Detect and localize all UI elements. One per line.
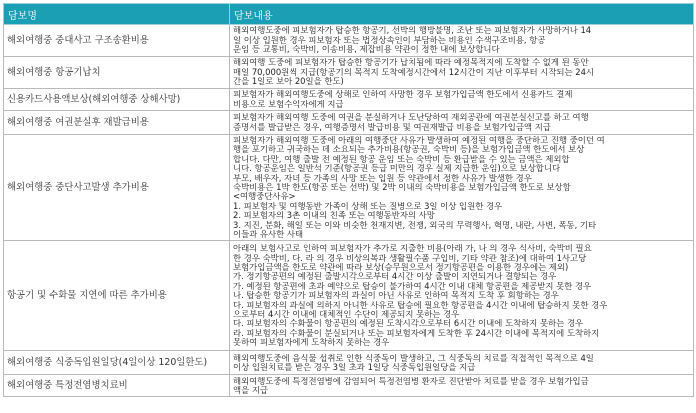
table-row (4, 135, 694, 241)
coverage-detail-line: 피보험자가 해외여행도중에 상해로 인하여 사망한 경우 보험가입금액 한도에서 신용카드 결제 (233, 90, 573, 100)
coverage-name-cell: 해외여행중 중단사고발생 추가비용 (4, 135, 230, 241)
coverage-detail-cell (230, 57, 694, 89)
coverage-table-container (3, 3, 693, 407)
table-header-row (4, 4, 694, 25)
coverage-detail-line: <여행중단사유> (233, 192, 296, 202)
table-row (4, 241, 694, 351)
coverage-detail-line: 피보험자가 해외여행 도중에 아래의 여행중단 사유가 발생하여 예정된 여행을 중단하고 진행 중이던 여 (233, 136, 605, 145)
coverage-detail-line: 해외여행도중에 특정전염병에 감염되어 특정전염병 환자로 진단받아 치료를 받을 경우 보험가입금 (233, 376, 589, 386)
coverage-detail-line: 간을 1일로 보아 20일을 한도) (233, 77, 344, 87)
coverage-name-cell: 해외여행중 여권분실후 재발급비용 (4, 111, 230, 135)
coverage-detail-line: 해외여행도중에 피보험자가 탑승한 항공기, 선박의 행방불명, 조난 또는 피보험자가 사망하거나 14 (233, 26, 592, 36)
table-row (4, 25, 694, 57)
coverage-detail-line: 이들과 유사한 사태 (233, 230, 304, 240)
coverage-detail-line: 매일 70,000원씩 지급(항공기의 목적지 도착예정시간에서 12시간이 지난 이후부터 시작되는 24시 (233, 67, 595, 77)
coverage-detail-cell (230, 135, 694, 241)
table-row (4, 351, 694, 375)
coverage-detail-line: 못하여 피보험자에게 도착하지 못하는 경우 (233, 338, 390, 348)
coverage-detail-line: 해외여행도중에 음식물 섭취로 인한 식중독이 발생하고, 그 식중독의 치료를 직접적인 목적으로 4일 (233, 353, 594, 363)
coverage-name-cell: 해외여행중 식중독입원일당(4일이상 120일한도) (4, 351, 230, 375)
table-row (4, 89, 694, 111)
coverage-detail-line: 행을 포기하고 귀국하는 데 소요되는 추가비용(항공권, 숙박비 등)을 보험가입금액 한도에서 보상 (233, 145, 585, 155)
coverage-name-cell: 항공기 및 수화물 지연에 따른 추가비용 (4, 241, 230, 351)
coverage-detail-line: 가. 정기항공편의 예정된 출발시각으로부터 4시간 이상 출발이 지연되거나 결항되는 경우 (233, 272, 557, 282)
coverage-detail-line: 액을 지급 (233, 385, 269, 395)
coverage-detail-cell (230, 89, 694, 111)
table-row (4, 375, 694, 397)
coverage-detail-line: 보험가입금액을 한도로 약관에 따라 보상(승무원으로서 정기항공편을 이용한 경우에는 제외) (233, 263, 569, 273)
coverage-detail-line: 라. 피보험자의 수화물이 분실되거나 또는 피보험자에게 도착한 후 24시간 이내에 목적지에 도착하지 (233, 328, 600, 338)
coverage-detail-line: 합니다. 다만, 여행 출발 전 예정된 항공 운임 또는 숙박비 등 환급받을 수 있는 금액은 제외합 (233, 154, 570, 164)
coverage-detail-line: 한 경우 숙박비, 다. 라 의 경우 비상의복과 생활필수품 구입비, 기타 약관 참조)에 대하여 1사고당 (233, 253, 587, 263)
coverage-name-cell: 해외여행중 특정전염병치료비 (4, 375, 230, 397)
coverage-detail-line: 으로부터 4시간 이내에 대체적인 수단이 제공되지 못하는 경우 (233, 310, 460, 320)
coverage-detail-line: 가. 예정된 항공편에 초과 예약으로 탑승이 불가하여 4시간 이내 대체 항공편을 제공받지 못한 경우 (233, 281, 592, 291)
coverage-detail-line: 다. 피보험자의 수화물이 항공편의 예정된 도착시각으로부터 6시간 이내에 도착하지 못하는 경우 (233, 319, 584, 329)
coverage-detail-line: 니다. 항공운임은 일반석 기준(항공권 등급 미만의 경우 실제 지급한 운임)으로 보상합니다 (233, 164, 561, 174)
coverage-detail-line: 1. 피보험자 및 여행동반 가족이 상해 또는 질병으로 3일 이상 입원한 경우 (233, 201, 503, 211)
coverage-detail-cell (230, 25, 694, 57)
coverage-detail-line: 2. 피보험자의 3촌 이내의 친족 또는 여행동반자의 사망 (233, 211, 435, 221)
coverage-detail-line: 다. 피보험자의 과실에 의하지 아니한 사유로 탑승에 필요한 항공편을 4시간 이내에 탑승하지 못한 경우 (233, 300, 608, 310)
coverage-detail-line: 증명서를 발급받은 경우, 여행증명서 발급비용 및 여권재발급 비용을 보험가입금액 지급 (233, 122, 551, 132)
coverage-detail-cell (230, 241, 694, 351)
coverage-detail-line: 부모, 배우자, 자녀 등 가족의 사망 또는 입원 등 약관에서 정한 사유가 발생한 경우 (233, 173, 532, 183)
coverage-detail-line: 피보험자가 해외여행 도중에 여권을 분실하거나 도난당하여 재외공관에 여권분실신고를 하고 여행 (233, 113, 589, 123)
coverage-name-cell: 해외여행중 중대사고 구조송환비용 (4, 25, 230, 57)
coverage-detail-line: 나. 탑승한 항공기가 피보험자의 과실이 아닌 사유로 인하여 목적지 도착 후 회항하는 경우 (233, 291, 559, 301)
coverage-name-cell: 해외여행중 항공기납치 (4, 57, 230, 89)
coverage-detail-line: 아래의 보험사고로 인하여 피보험자가 추가로 지출한 비용(아래 가, 나 의 경우 식사비, 숙박비 필요 (233, 244, 592, 254)
table-row (4, 111, 694, 135)
coverage-detail-line: 이상 입원치료를 받은 경우 3일 초과 1일당 식중독입원일당을 지급 (233, 362, 476, 372)
coverage-detail-line: 3. 지진, 분화, 해일 또는 이와 비슷한 천재지변, 전쟁, 외국의 무력행사, 혁명, 내란, 사변, 폭동, 기타 (233, 220, 597, 230)
coverage-detail-line: 비용으로 보험수익자에게 지급 (233, 99, 344, 109)
coverage-table (3, 3, 694, 397)
table-row (4, 57, 694, 89)
header-coverage-detail: 담보내용 (230, 4, 694, 25)
coverage-detail-line: 운임 등 교통비, 숙박비, 이송비용, 제잡비용 약관이 정한 내에 보상합니다 (233, 45, 500, 55)
header-coverage-name: 담보명 (4, 4, 230, 25)
coverage-detail-line: 해외여행 도중에 피보험자가 탑승한 항공기가 납치됨에 따라 예정목적지에 도착할 수 없게 된 동안 (233, 58, 589, 68)
coverage-name-cell: 신용카드사용액보상(해외여행중 상해사망) (4, 89, 230, 111)
coverage-detail-line: 숙박비용은 1박 한도(항공 또는 선박) 및 2박 이내의 숙박비용을 보험가입금액 한도로 보상함 (233, 183, 571, 193)
coverage-detail-line: 일 이상 입원한 경우 피보험자 또는 법정상속인이 부담하는 비용인 수색구조비용, 항공 (233, 35, 546, 45)
coverage-detail-cell (230, 351, 694, 375)
coverage-detail-cell (230, 111, 694, 135)
coverage-detail-cell (230, 375, 694, 397)
